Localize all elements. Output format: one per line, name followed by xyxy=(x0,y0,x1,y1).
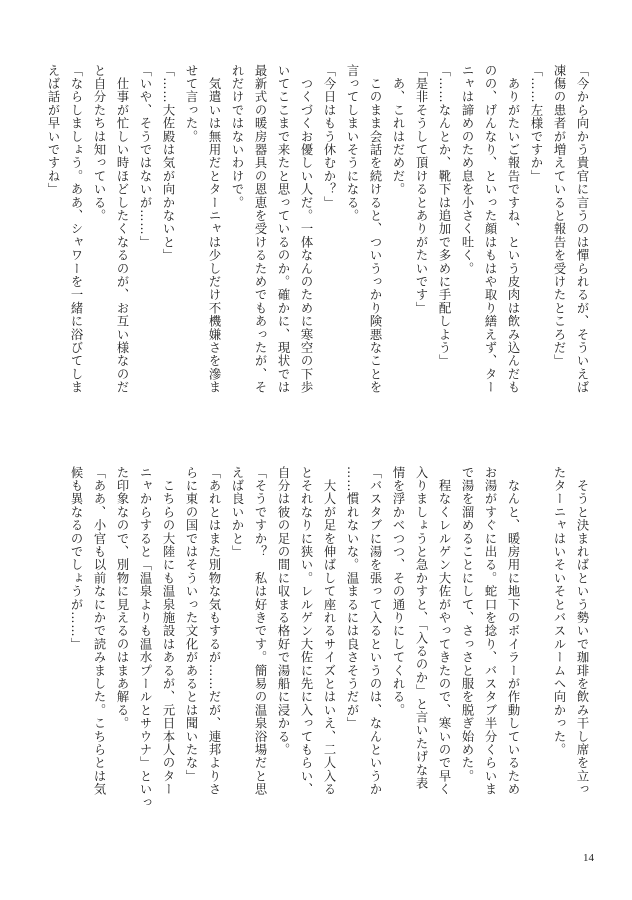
text-line: 「バスタブに湯を張って入るというのは、なんというか xyxy=(368,466,382,796)
text-line: 候も異なるのでしょうが……」 xyxy=(69,466,83,651)
text-line: お湯がすぐに出る。蛇口を捻り、バスタブ半分くらいま xyxy=(483,466,497,796)
text-line: あ、これはだめだ。 xyxy=(391,64,405,196)
blank-line xyxy=(526,466,546,840)
text-line: ありがたいご報告ですね、という皮肉は飲み込んだも xyxy=(506,64,520,394)
text-line: 「……左様ですか」 xyxy=(529,64,543,183)
page-number: 14 xyxy=(583,852,594,864)
text-line: 「いや、そうではないが……」 xyxy=(138,64,152,249)
text-line: 凍傷の患者が増えていると報告を受けたところだ」 xyxy=(552,64,566,368)
text-line: 「ならしましょう。ああ、シャワーを一緒に浴びてしま xyxy=(69,64,83,394)
text-line: なんと、暖房用に地下のボイラーが作動しているため xyxy=(506,466,520,796)
text-line: とそれなりに狭い。レルゲン大佐に先に入ってもらい、 xyxy=(299,466,313,796)
text-line: たターニャはいそいそとバスルームへ向かった。 xyxy=(552,466,566,757)
text-line: ニャからすると「温泉よりも温水プールとサウナ」といっ xyxy=(138,466,152,810)
text-line: のの、げんなり、といった顔はもはや取り繕えず、ター xyxy=(483,64,497,394)
text-line: 情を浮かべつつ、その通りにしてくれる。 xyxy=(391,466,405,717)
text-line: こちらの大陸にも温泉施設はあるが、元日本人のター xyxy=(161,466,175,796)
text-line: このまま会話を続けると、ついうっかり険悪なことを xyxy=(368,64,382,394)
text-line: らに東の国ではそういった文化があるとは聞いたな」 xyxy=(184,466,198,783)
text-line: 入りましょうと急かすと、「入るのか」と言いたげな表 xyxy=(414,466,428,790)
text-line: 「あれとはまた別物な気もするが……だが、連邦よりさ xyxy=(207,466,221,796)
text-section-bottom xyxy=(32,466,592,840)
text-section-top xyxy=(32,64,592,432)
text-line: 気遣いは無用だとターニャは少しだけ不機嫌さを滲ま xyxy=(207,64,221,394)
text-line: 自分は彼の足の間に収まる格好で湯船に浸かる。 xyxy=(276,466,290,757)
text-line: 「……大佐殿は気が向かないと」 xyxy=(161,64,175,262)
text-line: 「今日はもう休むか？」 xyxy=(322,64,336,210)
text-line: 仕事が忙しい時ほどしたくなるのが、お互い様なのだ xyxy=(115,64,129,394)
text-line: 言ってしまいそうになる。 xyxy=(345,64,359,223)
text-line: 程なくレルゲン大佐がやってきたので、寒いので早く xyxy=(437,466,451,796)
text-line: と自分たちは知っている。 xyxy=(92,64,106,223)
text-line: で湯を溜めることにして、さっさと服を脱ぎ始めた。 xyxy=(460,466,474,783)
text-line: せて言った。 xyxy=(184,64,198,144)
text-line: えば良いかと」 xyxy=(230,466,244,559)
text-line: 「是非そうして頂けるとありがたいです」 xyxy=(414,64,428,315)
text-line: えば話が早いですね」 xyxy=(46,64,60,196)
text-line: 「そうですか？ 私は好きです。簡易の温泉浴場だと思 xyxy=(253,466,267,796)
text-line: 大人が足を伸ばして座れるサイズとはいえ、二人入る xyxy=(322,466,336,796)
text-line: 「……なんとか、靴下は追加で多めに手配しよう」 xyxy=(437,64,451,368)
text-line: そうと決まればという勢いで珈琲を飲み干し席を立っ xyxy=(575,466,589,796)
text-line: つくづくお優しい人だ。一体なんのために寒空の下歩 xyxy=(299,64,313,394)
text-line: 「ああ、小官も以前なにかで読みました。こちらとは気 xyxy=(92,466,106,796)
text-line: いてここまで来たと思っているのか。確かに、現状では xyxy=(276,64,290,394)
text-line: れだけではないわけで。 xyxy=(230,64,244,210)
text-line: 「今から向かう貴官に言うのは憚られるが、そういえば xyxy=(575,64,589,394)
text-line: 最新式の暖房器具の恩恵を受けるためでもあったが、そ xyxy=(253,64,267,394)
text-line: ニャは諦めのため息を小さく吐く。 xyxy=(460,64,474,276)
text-line: ……慣れないな。温まるには良さそうだが」 xyxy=(345,466,359,730)
text-line: た印象なので、別物に見えるのはまあ解る。 xyxy=(115,466,129,730)
